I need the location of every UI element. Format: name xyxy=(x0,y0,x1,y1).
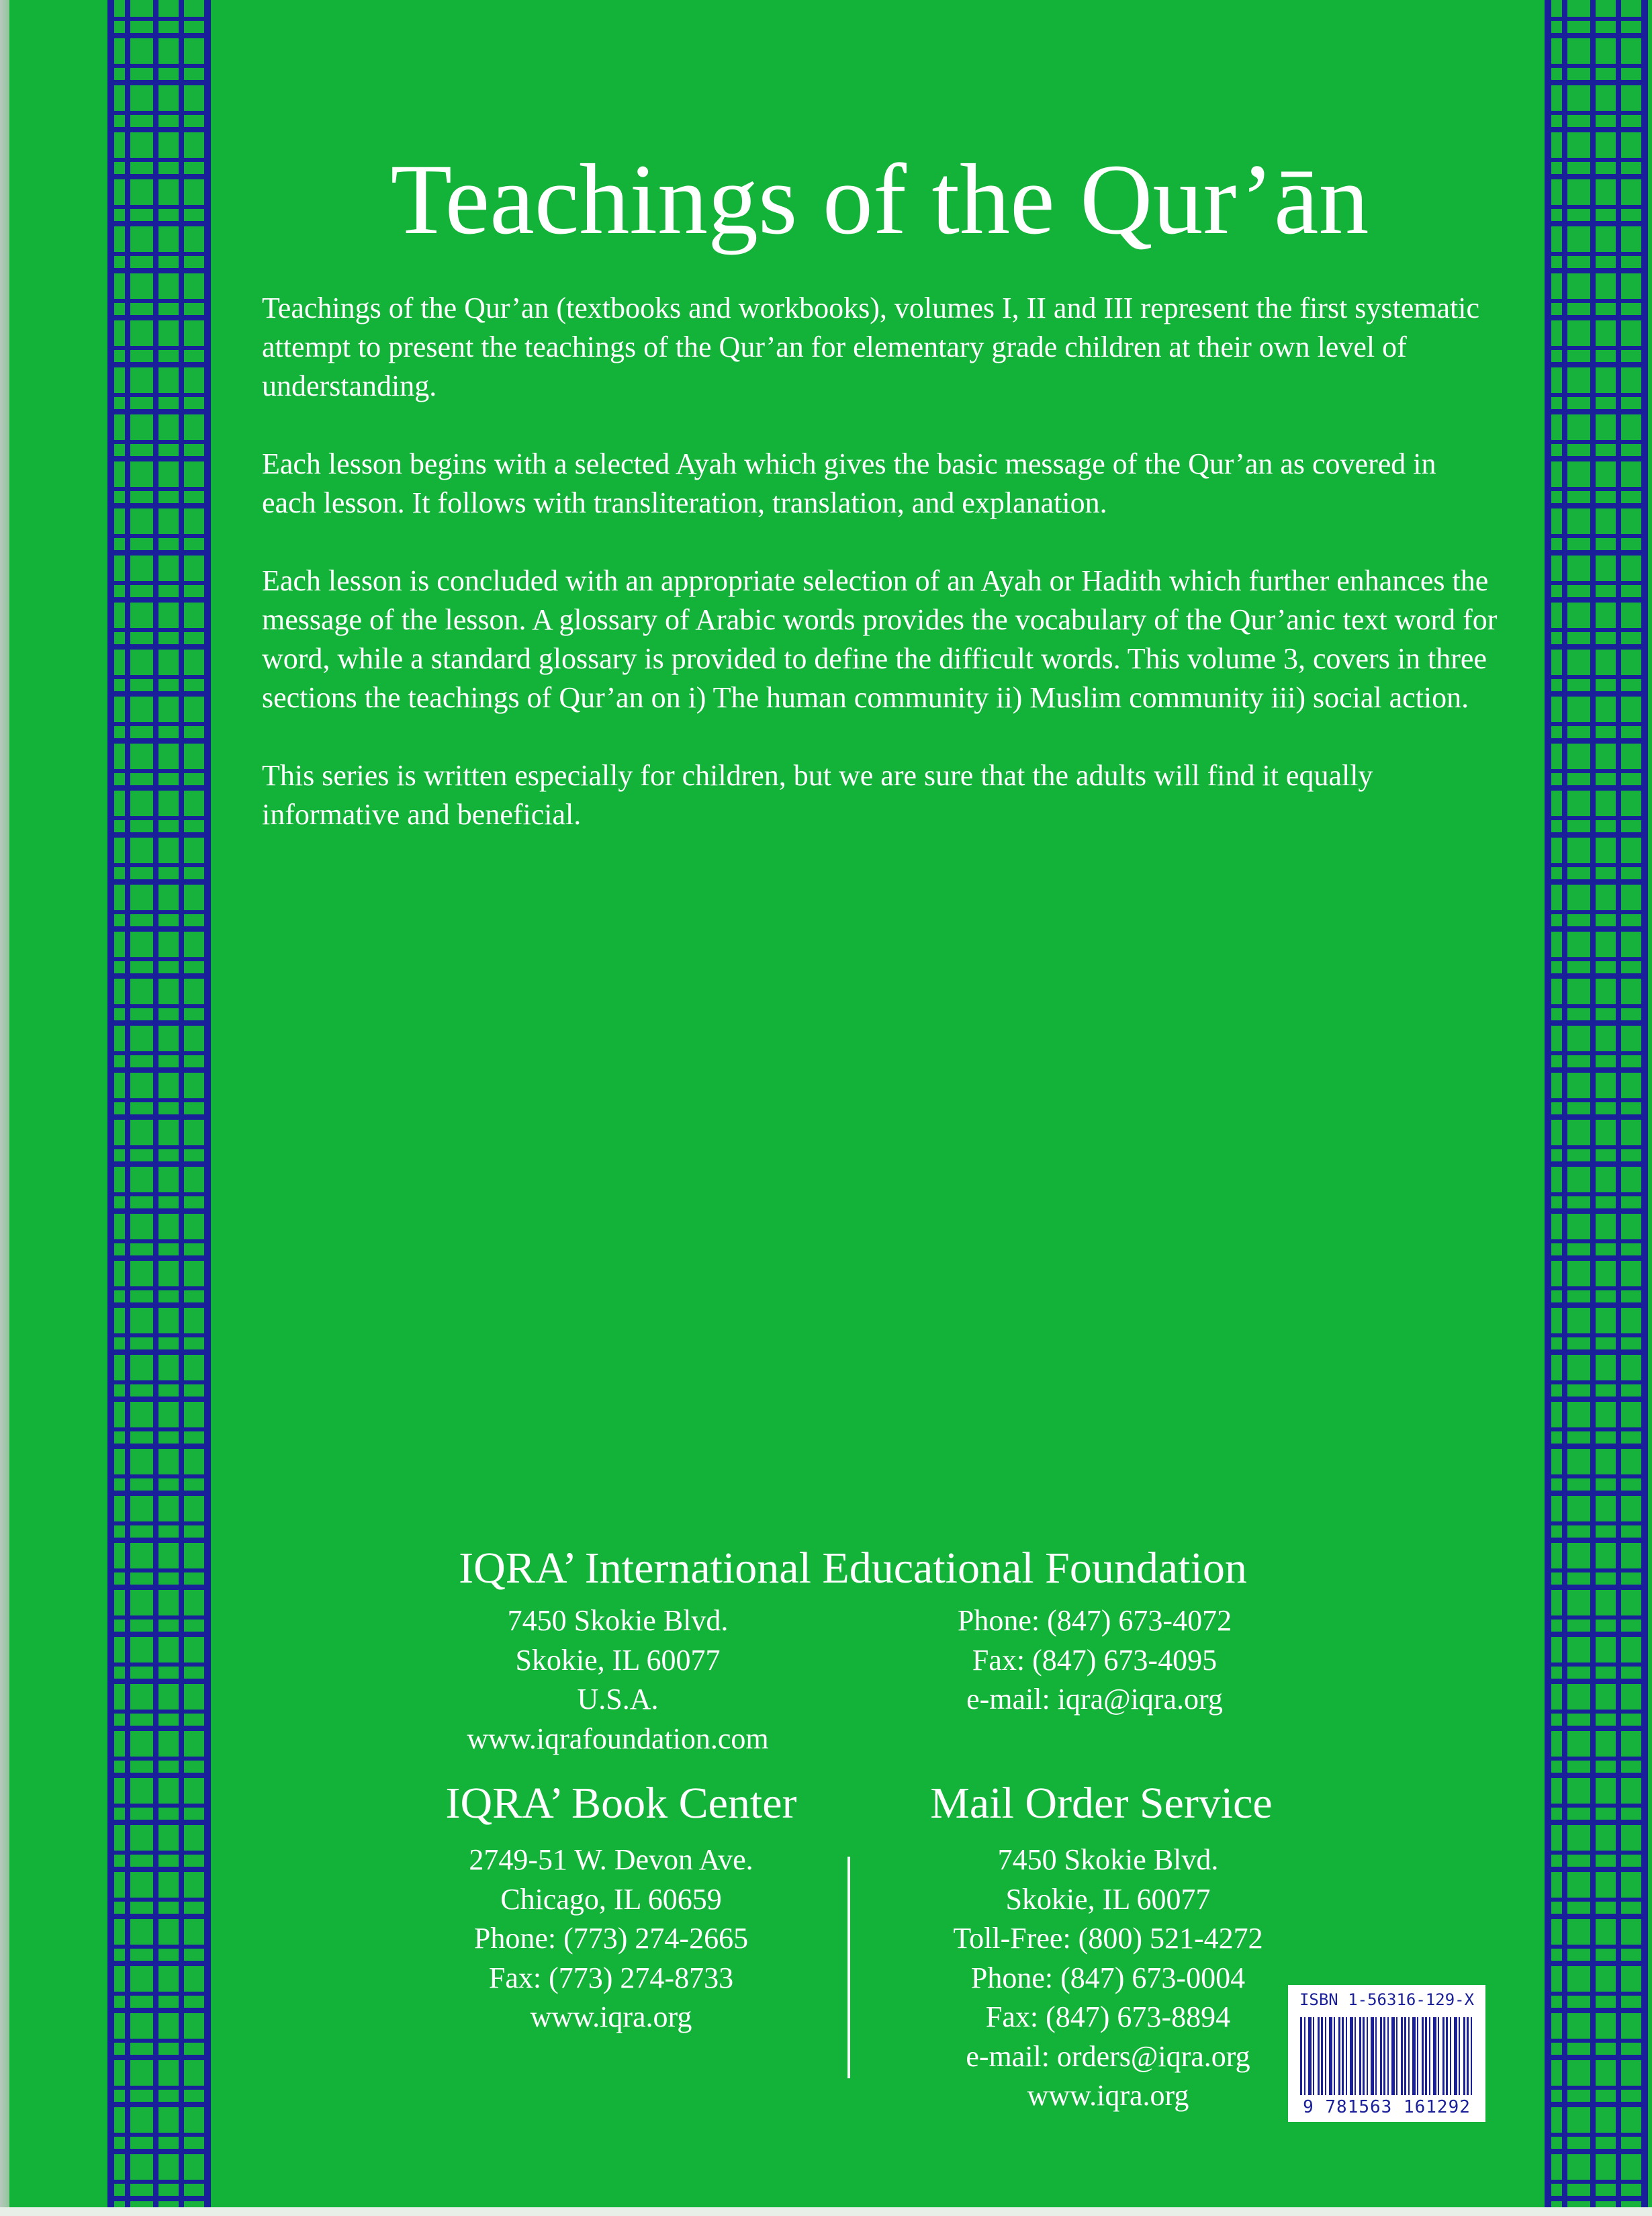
book-center-line: Chicago, IL 60659 xyxy=(500,1882,722,1916)
description-paragraph-1: Teachings of the Qur’an (textbooks and workbooks), volumes I, II and III represent the first systematic attempt to present the teachings of the Qur’an for elementary grade children at their own level of understanding. xyxy=(262,292,1480,402)
foundation-website: www.iqrafoundation.com xyxy=(467,1722,769,1755)
book-center-line: 2749-51 W. Devon Ave. xyxy=(469,1843,753,1876)
book-center-line: www.iqra.org xyxy=(530,2000,692,2033)
foundation-fax: Fax: (847) 673-4095 xyxy=(972,1643,1218,1677)
book-center-name: IQRA’ Book Center xyxy=(445,1779,797,1828)
book-center-line: Phone: (773) 274-2665 xyxy=(473,1922,749,1955)
book-center-details xyxy=(403,1841,819,2037)
mail-order-name: Mail Order Service xyxy=(930,1779,1273,1828)
mail-order-line: Toll-Free: (800) 521-4272 xyxy=(953,1922,1263,1955)
foundation-address xyxy=(416,1601,819,1759)
mail-order-line: Fax: (847) 673-8894 xyxy=(985,2000,1231,2033)
foundation-name: IQRA’ International Educational Foundation xyxy=(459,1544,1247,1593)
mail-order-line: Skokie, IL 60077 xyxy=(1005,1882,1211,1916)
description-paragraph-3: Each lesson is concluded with an appropriate selection of an Ayah or Hadith which further enhances the message of the lesson. A glossary of Arabic words provides the vocabulary of the Qur’anic text word for word, while a standard glossary is provided to define the difficult words. This volume 3, covers in three sections the teachings of Qur’an on i) The human community ii) Muslim community iii) social action. xyxy=(262,564,1498,714)
decorative-border-right xyxy=(1545,0,1648,2216)
mail-order-line: 7450 Skokie Blvd. xyxy=(997,1843,1219,1876)
foundation-email: e-mail: iqra@iqra.org xyxy=(966,1683,1223,1716)
address-line: 7450 Skokie Blvd. xyxy=(507,1604,729,1637)
foundation-contact xyxy=(880,1601,1310,1720)
description-paragraph-4: This series is written especially for children, but we are sure that the adults will find it equally informative and beneficial. xyxy=(262,759,1373,831)
paper-edge-left xyxy=(0,0,9,2216)
mail-order-line: www.iqra.org xyxy=(1027,2079,1189,2112)
barcode-bars xyxy=(1300,2017,1473,2095)
foundation-phone: Phone: (847) 673-4072 xyxy=(957,1604,1232,1637)
description-paragraph-2: Each lesson begins with a selected Ayah which gives the basic message of the Qur’an as covered in each lesson. It follows with transliteration, translation, and explanation. xyxy=(262,447,1436,519)
isbn-barcode xyxy=(1288,1985,1485,2122)
decorative-border-left xyxy=(107,0,211,2216)
book-description xyxy=(262,289,1498,873)
ean-number: 9 781563 161292 xyxy=(1303,2097,1471,2117)
mail-order-line: e-mail: orders@iqra.org xyxy=(966,2039,1250,2073)
mail-order-details xyxy=(866,1841,1350,2116)
mail-order-line: Phone: (847) 673-0004 xyxy=(970,1961,1246,1994)
address-line: U.S.A. xyxy=(577,1683,659,1716)
address-line: Skokie, IL 60077 xyxy=(515,1643,721,1677)
column-divider xyxy=(847,1857,850,2078)
paper-edge-bottom xyxy=(0,2207,1652,2216)
book-title: Teachings of the Qur’ān xyxy=(390,144,1369,255)
book-center-line: Fax: (773) 274-8733 xyxy=(488,1961,734,1994)
isbn-number: ISBN 1-56316-129-X xyxy=(1299,1990,1475,2009)
